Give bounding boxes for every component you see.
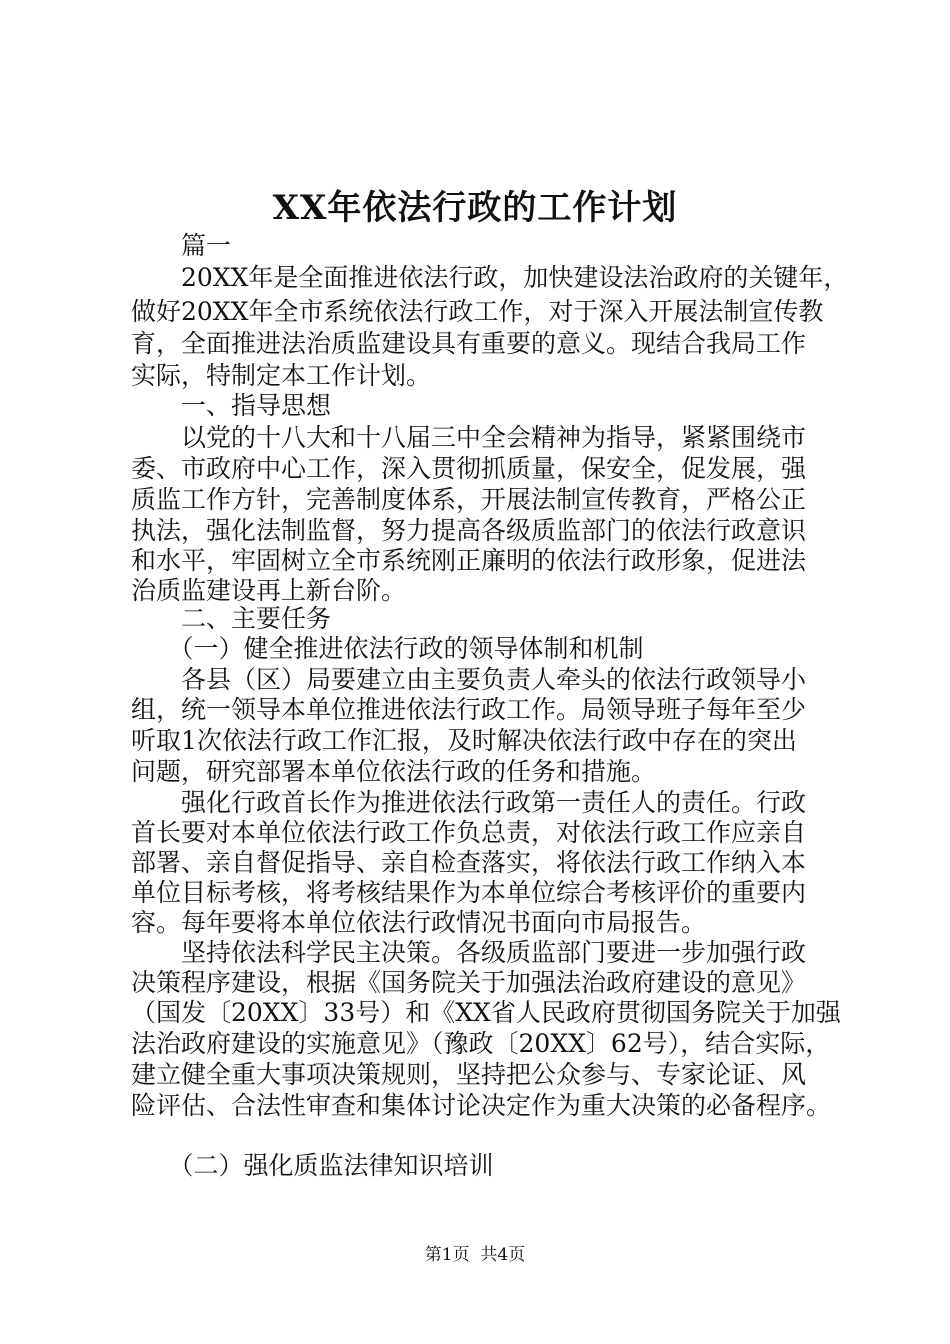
body-line: 育，全面推进法治质监建设具有重要的意义。现结合我局工作 bbox=[131, 329, 807, 358]
body-line: 组，统一领导本单位推进依法行政工作。局领导班子每年至少 bbox=[131, 695, 807, 724]
body-line: 决策程序建设，根据《国务院关于加强法治政府建设的意见》 bbox=[131, 968, 807, 997]
body-line: 法治政府建设的实施意见》（豫政〔20XX〕62号），结合实际， bbox=[131, 1029, 831, 1058]
body-line: 实际，特制定本工作计划。 bbox=[131, 361, 432, 390]
body-line: 各县（区）局要建立由主要负责人牵头的依法行政领导小 bbox=[131, 665, 807, 694]
body-line: 执法，强化法制监督，努力提高各级质监部门的依法行政意识 bbox=[131, 516, 807, 545]
body-line: 治质监建设再上新台阶。 bbox=[131, 576, 407, 605]
body-line: 建立健全重大事项决策规则，坚持把公众参与、专家论证、风 bbox=[131, 1060, 807, 1089]
body-line: 首长要对本单位依法行政工作负总责，对依法行政工作应亲自 bbox=[131, 818, 807, 847]
body-line: 险评估、合法性审查和集体讨论决定作为重大决策的必备程序。 bbox=[131, 1091, 832, 1120]
body-line: 和水平，牢固树立全市系统刚正廉明的依法行政形象，促进法 bbox=[131, 546, 807, 575]
body-line: 坚持依法科学民主决策。各级质监部门要进一步加强行政 bbox=[131, 938, 807, 967]
body-line: （二）强化质监法律知识培训 bbox=[131, 1151, 494, 1180]
body-line: 单位目标考核，将考核结果作为本单位综合考核评价的重要内 bbox=[131, 878, 807, 907]
body-line: 质监工作方针，完善制度体系，开展法制宣传教育，严格公正 bbox=[131, 485, 807, 514]
body-line: 部署、亲自督促指导、亲自检查落实，将依法行政工作纳入本 bbox=[131, 848, 807, 877]
body-line: （国发〔20XX〕33号）和《XX省人民政府贯彻国务院关于加强 bbox=[131, 998, 841, 1027]
body-line: 篇一 bbox=[131, 231, 232, 260]
page-title: XX年依法行政的工作计划 bbox=[272, 188, 678, 228]
body-line: 做好20XX年全市系统依法行政工作，对于深入开展法制宣传教 bbox=[131, 297, 824, 326]
body-line: 委、市政府中心工作，深入贯彻抓质量，保安全，促发展，强 bbox=[131, 454, 807, 483]
body-line: 一、指导思想 bbox=[131, 391, 332, 420]
body-line: 20XX年是全面推进依法行政，加快建设法治政府的关键年， bbox=[131, 263, 849, 292]
body-line: 听取1次依法行政工作汇报，及时解决依法行政中存在的突出 bbox=[131, 726, 797, 755]
page-footer: 第1页 共4页 bbox=[424, 1245, 526, 1265]
body-line: 以党的十八大和十八届三中全会精神为指导，紧紧围绕市 bbox=[131, 423, 807, 452]
body-line: 强化行政首长作为推进依法行政第一责任人的责任。行政 bbox=[131, 788, 807, 817]
body-line: （一）健全推进依法行政的领导体制和机制 bbox=[131, 634, 644, 663]
body-line: 问题，研究部署本单位依法行政的任务和措施。 bbox=[131, 757, 657, 786]
body-line: 容。每年要将本单位依法行政情况书面向市局报告。 bbox=[131, 908, 707, 937]
body-line: 二、主要任务 bbox=[131, 604, 332, 633]
